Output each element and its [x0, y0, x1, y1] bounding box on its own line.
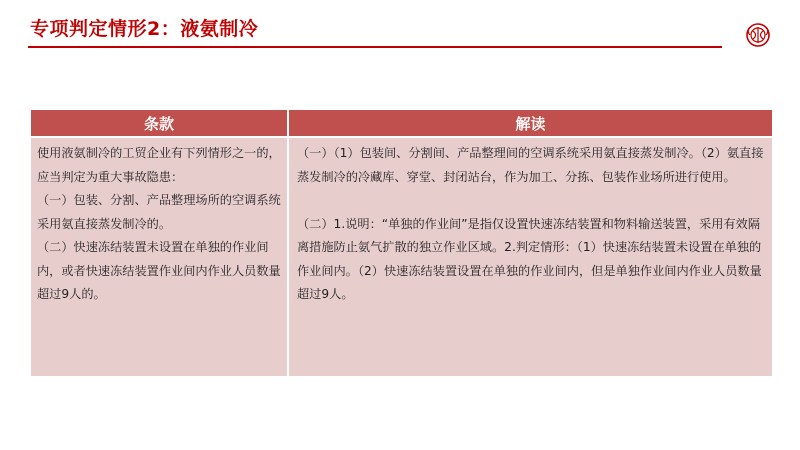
table-header-row: [31, 110, 772, 136]
interpretation-para-2: （二）1.说明：“单独的作业间”是指仅设置快速冻结装置和物料输送装置，采用有效隔离措施防止氨气扩散的独立作业区域。2.判定情形：（1）快速冻结装置未设置在单独的作业间内。（2）快速冻结装置设置在单独的作业间内，但是单独作业间内作业人员数量超过9人。: [297, 216, 762, 301]
clause-cell: [31, 138, 287, 376]
clause-item-2: （二）快速冻结装置未设置在单独的作业间内，或者快速冻结装置作业间内作业人员数量超过9人的。: [37, 240, 281, 301]
company-logo-icon: [745, 22, 771, 48]
regulation-table: [31, 110, 772, 376]
interpretation-para-1: （一）（1）包装间、分割间、产品整理间的空调系统采用氨直接蒸发制冷。（2）氨直接蒸发制冷的冷藏库、穿堂、封闭站台，作为加工、分拣、包装作业场所进行使用。: [297, 146, 764, 184]
interpretation-cell: [289, 138, 772, 376]
paragraph-gap: [297, 189, 764, 213]
slide-title: 专项判定情形2：液氨制冷: [30, 18, 259, 40]
clause-intro: 使用液氨制冷的工贸企业有下列情形之一的，应当判定为重大事故隐患：: [37, 146, 281, 184]
header-clause: 条款: [31, 110, 287, 136]
title-divider: [28, 46, 722, 48]
header-interpretation: 解读: [289, 110, 772, 136]
clause-item-1: （一）包装、分割、产品整理场所的空调系统采用氨直接蒸发制冷的。: [37, 193, 281, 231]
